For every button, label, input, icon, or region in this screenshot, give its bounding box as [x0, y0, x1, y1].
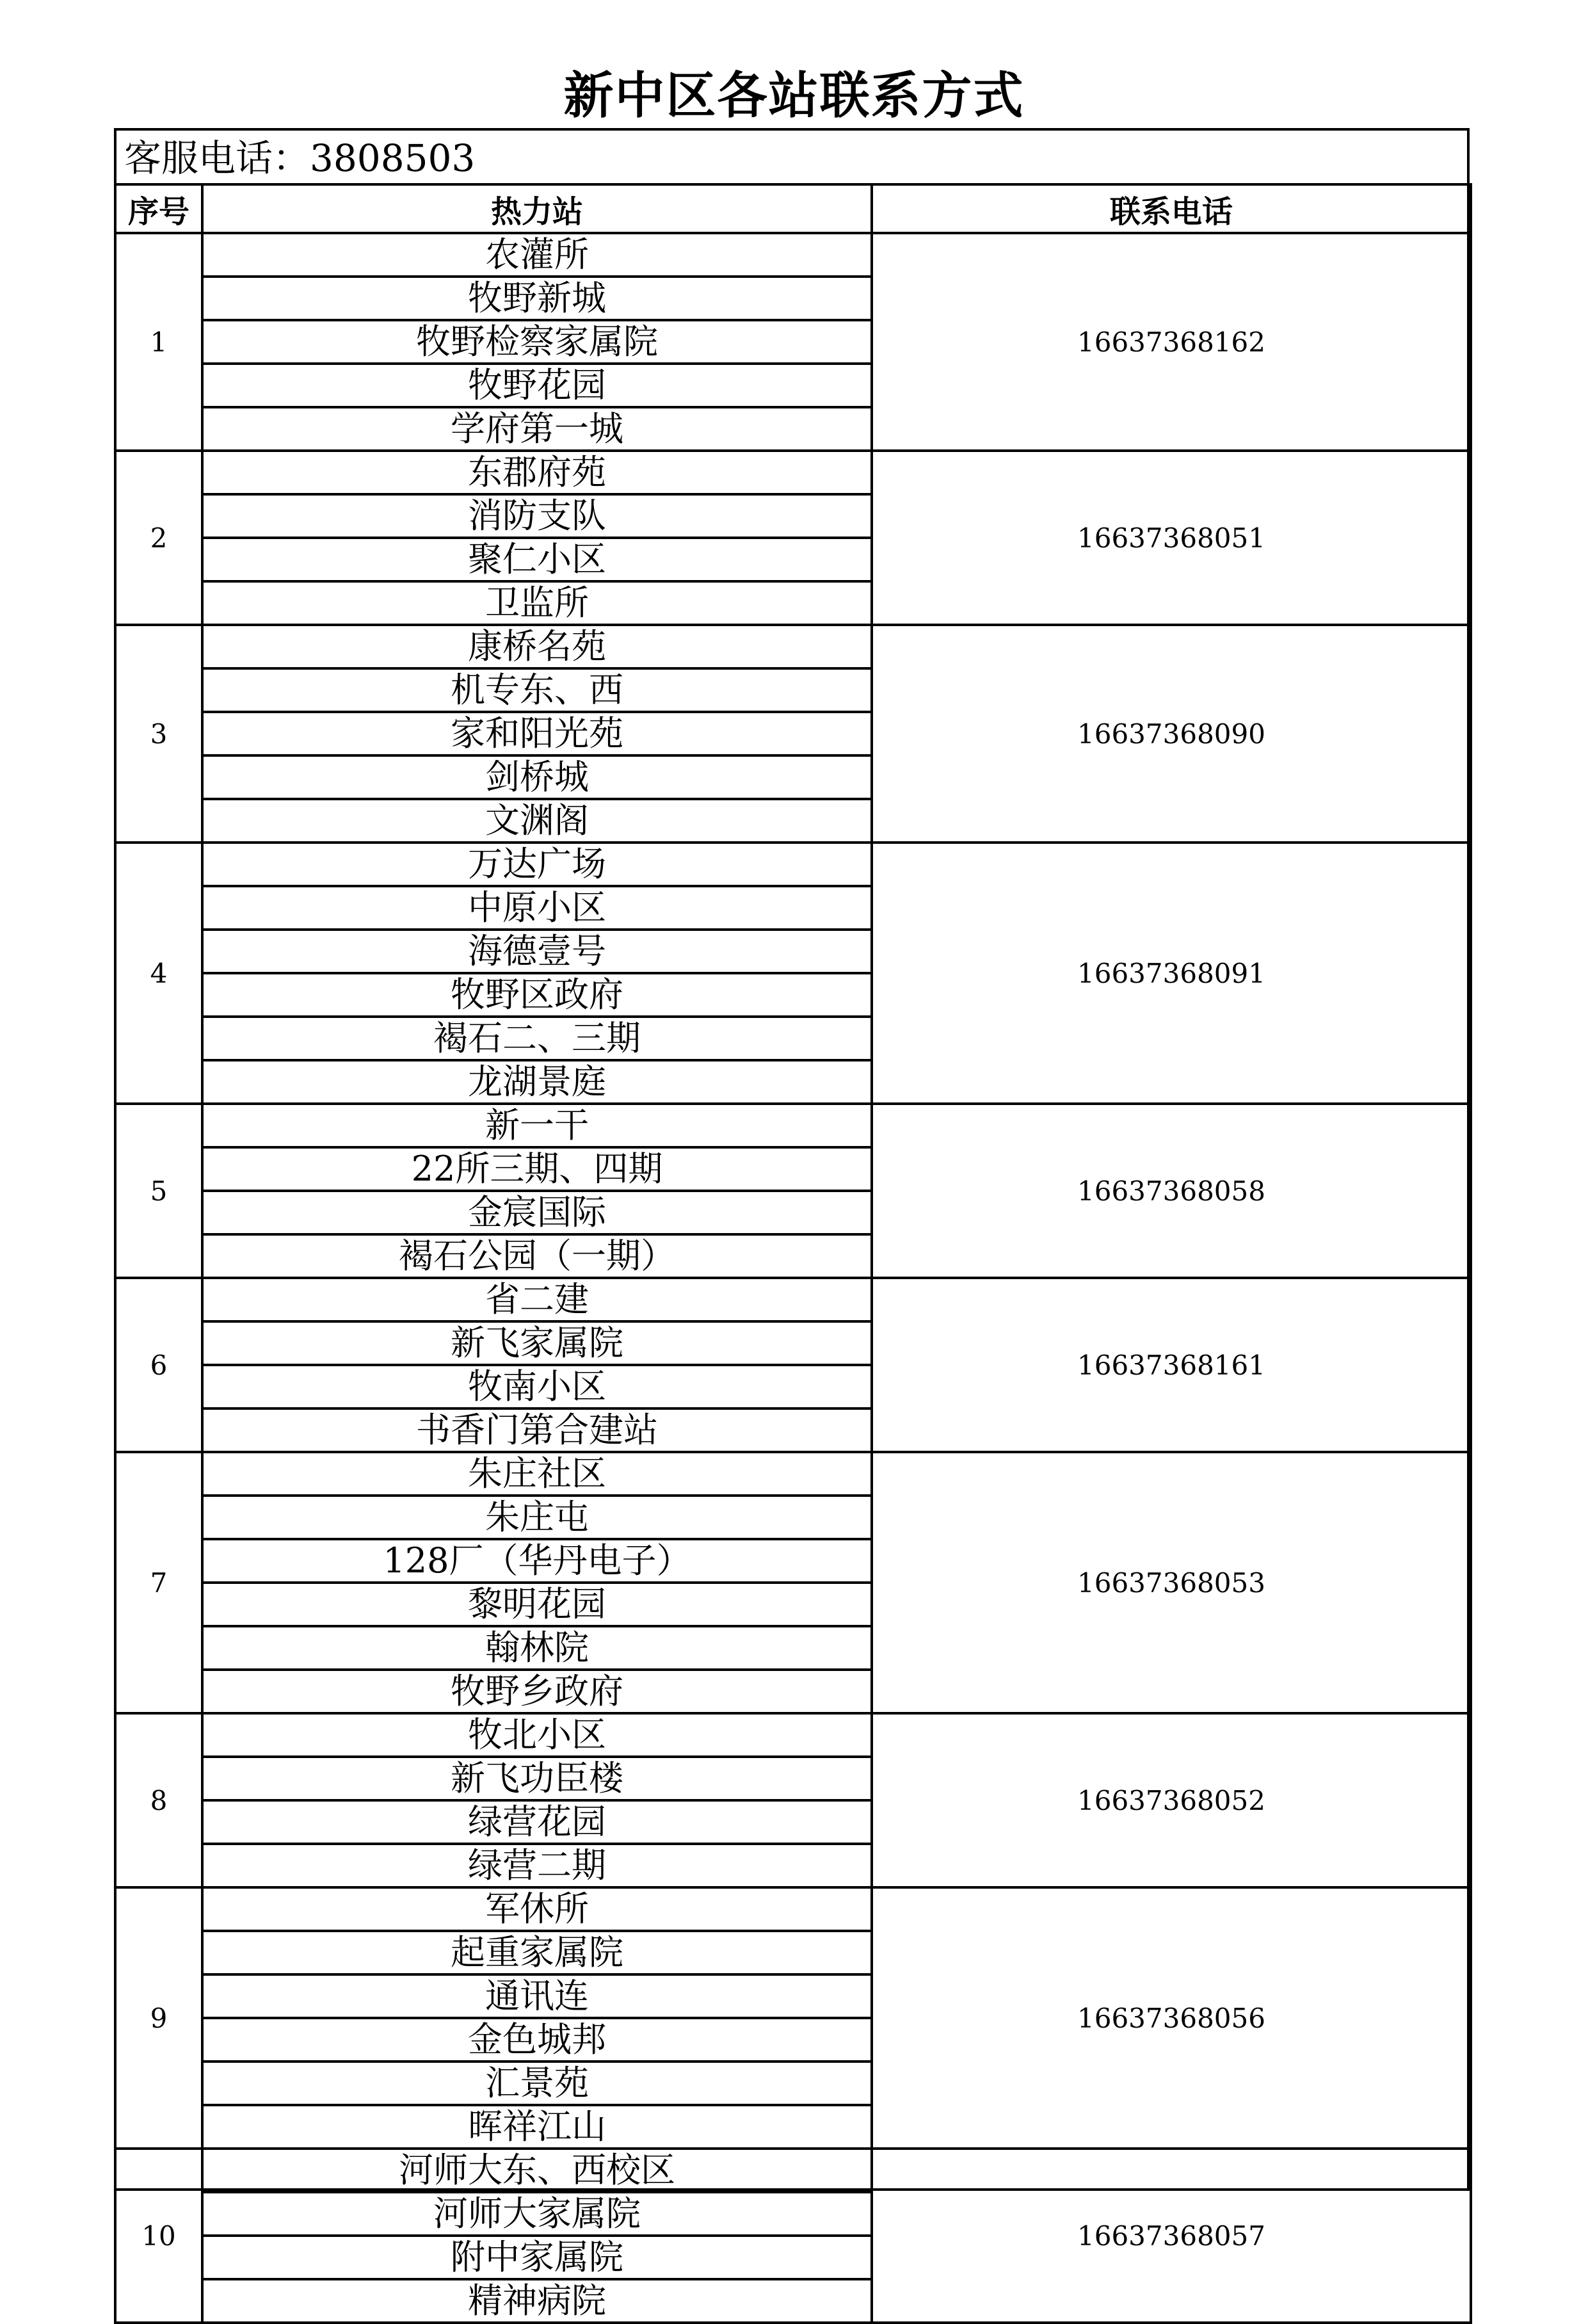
station-name: 机专东、西 [451, 670, 623, 710]
page-title: 新中区各站联系方式 [563, 67, 1025, 125]
station-name: 绿营花园 [468, 1802, 606, 1842]
station-cell [202, 2192, 872, 2236]
station-name: 牧野检察家属院 [416, 321, 658, 362]
station-cell [202, 538, 872, 581]
station-cell [202, 755, 872, 799]
header-phone: 联系电话 [872, 184, 1471, 233]
table-row [115, 843, 1471, 886]
station-cell [202, 1974, 872, 2018]
station-name: 卫监所 [485, 583, 589, 623]
station-cell [202, 1017, 872, 1060]
station-cell [202, 1060, 872, 1104]
station-cell [202, 1365, 872, 1408]
station-name: 黎明花园 [468, 1584, 606, 1624]
station-cell [202, 1800, 872, 1844]
station-name: 牧野乡政府 [451, 1671, 623, 1711]
station-cell [202, 1496, 872, 1539]
station-name: 起重家属院 [451, 1932, 623, 1973]
table-row [115, 1713, 1471, 1757]
seq-cell: 8 [115, 1713, 202, 1887]
table-body [115, 233, 1471, 2323]
station-name: 聚仁小区 [468, 539, 606, 579]
phone-cell: 16637368056 [872, 1887, 1471, 2149]
station-cell [202, 1713, 872, 1757]
station-cell [202, 2236, 872, 2279]
phone-cell: 16637368161 [872, 1278, 1471, 1452]
phone-cell: 16637368057 [872, 2149, 1471, 2323]
phone-cell: 16637368051 [872, 451, 1471, 625]
station-name: 龙湖景庭 [468, 1061, 606, 1102]
station-name: 翰林院 [485, 1627, 589, 1668]
station-cell [202, 2018, 872, 2062]
station-cell [202, 1104, 872, 1147]
station-cell [202, 1844, 872, 1887]
station-cell [202, 930, 872, 973]
table-row [115, 625, 1471, 668]
station-name: 绿营二期 [468, 1845, 606, 1885]
station-cell [202, 451, 872, 494]
station-cell [202, 2149, 872, 2192]
station-cell [202, 407, 872, 451]
station-name: 128厂（华丹电子） [383, 1540, 691, 1581]
station-cell [202, 973, 872, 1017]
station-name: 新飞家属院 [451, 1323, 623, 1363]
station-cell [202, 2062, 872, 2105]
station-cell [202, 1670, 872, 1713]
station-name: 康桥名苑 [468, 626, 606, 666]
station-name: 牧野新城 [468, 278, 606, 318]
station-cell [202, 2105, 872, 2149]
seq-cell: 6 [115, 1278, 202, 1452]
station-cell [202, 320, 872, 364]
table-row [115, 2149, 1471, 2192]
header-station: 热力站 [202, 184, 872, 233]
station-cell [202, 1887, 872, 1931]
station-cell [202, 1234, 872, 1278]
station-name: 精神病院 [468, 2280, 606, 2321]
station-cell [202, 712, 872, 755]
seq-cell: 9 [115, 1887, 202, 2149]
station-cell [202, 277, 872, 320]
station-name: 通讯连 [485, 1976, 589, 2016]
station-name: 金宸国际 [468, 1192, 606, 1232]
station-name: 朱庄社区 [468, 1453, 606, 1494]
seq-cell: 10 [115, 2149, 202, 2323]
station-cell [202, 668, 872, 712]
station-name: 新一干 [485, 1105, 589, 1145]
station-cell [202, 1278, 872, 1321]
station-cell [202, 1408, 872, 1452]
station-cell [202, 625, 872, 668]
station-name: 东郡府苑 [468, 452, 606, 492]
station-name: 中原小区 [468, 887, 606, 928]
station-cell [202, 1931, 872, 1974]
station-name: 褐石公园（一期） [399, 1236, 675, 1276]
station-cell [202, 843, 872, 886]
station-cell [202, 2279, 872, 2323]
station-cell [202, 1191, 872, 1234]
station-name: 牧南小区 [468, 1366, 606, 1407]
table-row [115, 233, 1471, 277]
station-name: 河师大家属院 [433, 2193, 641, 2234]
station-cell [202, 233, 872, 277]
station-cell [202, 1147, 872, 1191]
station-name: 军休所 [485, 1889, 589, 1929]
contact-sheet [114, 128, 1470, 2321]
station-name: 牧北小区 [468, 1715, 606, 1755]
station-name: 书香门第合建站 [416, 1410, 658, 1450]
station-name: 家和阳光苑 [451, 713, 623, 754]
station-cell [202, 494, 872, 538]
station-cell [202, 886, 872, 930]
station-cell [202, 1583, 872, 1626]
service-hotline: 客服电话：3808503 [116, 131, 1467, 186]
station-name: 22所三期、四期 [411, 1149, 663, 1189]
header-seq: 序号 [115, 184, 202, 233]
station-cell [202, 1626, 872, 1670]
station-name: 河师大东、西校区 [399, 2150, 675, 2190]
table-row [115, 1887, 1471, 1931]
station-name: 金色城邦 [468, 2019, 606, 2060]
station-cell [202, 364, 872, 407]
table-row [115, 1278, 1471, 1321]
station-name: 汇景苑 [485, 2063, 589, 2103]
phone-cell: 16637368058 [872, 1104, 1471, 1278]
station-name: 文渊阁 [485, 800, 589, 841]
seq-cell: 3 [115, 625, 202, 843]
station-name: 省二建 [485, 1279, 589, 1319]
seq-cell: 4 [115, 843, 202, 1104]
station-table [114, 183, 1472, 2324]
station-name: 剑桥城 [485, 757, 589, 797]
table-row [115, 1452, 1471, 1496]
table-row [115, 451, 1471, 494]
station-name: 消防支队 [468, 496, 606, 536]
station-cell [202, 581, 872, 625]
station-cell [202, 1321, 872, 1365]
station-cell [202, 799, 872, 843]
station-name: 牧野区政府 [451, 974, 623, 1015]
table-row [115, 1104, 1471, 1147]
phone-cell: 16637368091 [872, 843, 1471, 1104]
station-name: 学府第一城 [451, 408, 623, 449]
seq-cell: 1 [115, 233, 202, 451]
station-cell [202, 1757, 872, 1800]
table-header-row [115, 184, 1471, 233]
phone-cell: 16637368162 [872, 233, 1471, 451]
seq-cell: 7 [115, 1452, 202, 1713]
station-name: 朱庄屯 [485, 1497, 589, 1537]
phone-cell: 16637368052 [872, 1713, 1471, 1887]
station-name: 农灌所 [485, 234, 589, 275]
seq-cell: 2 [115, 451, 202, 625]
station-name: 褐石二、三期 [433, 1018, 641, 1058]
station-name: 晖祥江山 [468, 2106, 606, 2147]
station-name: 海德壹号 [468, 931, 606, 971]
station-name: 万达广场 [468, 844, 606, 884]
station-name: 附中家属院 [451, 2237, 623, 2277]
seq-cell: 5 [115, 1104, 202, 1278]
phone-cell: 16637368053 [872, 1452, 1471, 1713]
station-name: 新飞功臣楼 [451, 1758, 623, 1798]
phone-cell: 16637368090 [872, 625, 1471, 843]
station-cell [202, 1452, 872, 1496]
station-name: 牧野花园 [468, 365, 606, 405]
station-cell [202, 1539, 872, 1583]
